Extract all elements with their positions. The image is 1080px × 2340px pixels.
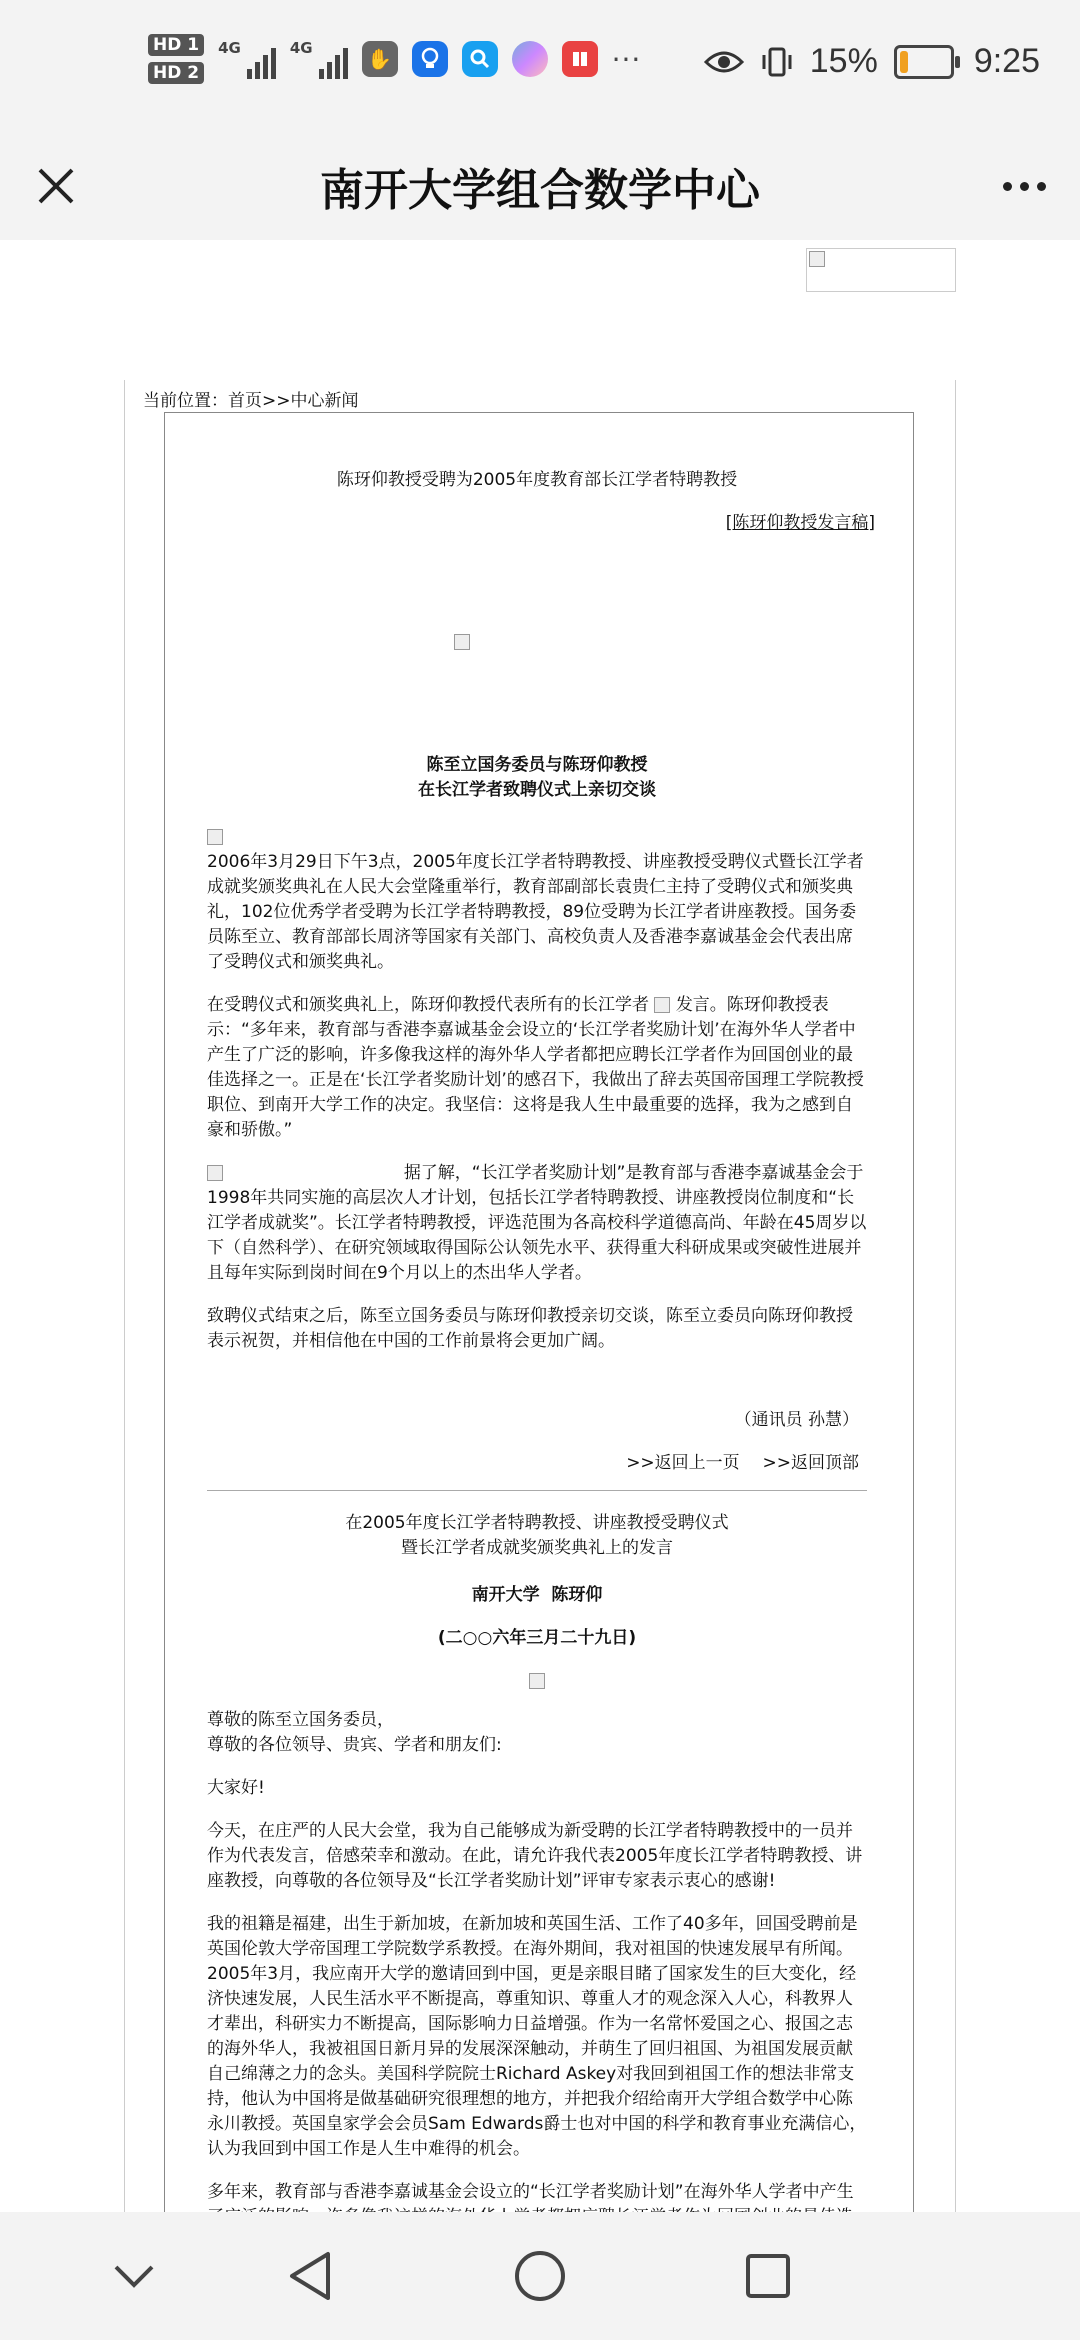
more-dot-icon <box>1020 182 1029 191</box>
speech-paragraph: 我的祖籍是福建，出生于新加坡，在新加坡和英国生活、工作了40多年，回国受聘前是英国伦敦大学帝国理工学院数学系教授。在海外期间，我对祖国的快速发展早有所闻。2005年3月，我应南开大学的邀请回到中国，更是亲眼目睹了国家发生的巨大变化，经济快速发展，人民生活水平不断提高，尊重知识、尊重人才的观念深入人心，科教界人才辈出，科研实力不断提高，国际影响力日益增强。作为一名常怀爱国之心、报国之志的海外华人，我被祖国日新月异的发展深深触动，并萌生了回归祖国、为祖国发展贡献自己绵薄之力的念头。美国科学院院士Richard Askey对我回到祖国工作的想法非常支持，他认为中国将是做基础研究很理想的地方，并把我介绍给南开大学组合数学中心陈永川教授。英国皇家学会会员Sam Edwards爵士也对中国的科学和教育事业充满信心，认为我回到中国工作是人生中难得的机会。 <box>207 1914 867 2159</box>
more-dot-icon <box>1003 182 1012 191</box>
article-paragraph: 致聘仪式结束之后，陈至立国务委员与陈玡仰教授亲切交谈，陈至立委员向陈玡仰教授表示祝贺，并相信他在中国的工作前景将会更加广阔。 <box>207 1306 853 1351</box>
sim1-label: HD 1 <box>148 34 204 56</box>
inline-image <box>207 829 223 845</box>
battery-percent: 15% <box>809 42 878 80</box>
signal-1-icon <box>218 39 276 79</box>
vibrate-icon <box>760 45 794 79</box>
network-1-label: 4G <box>218 39 241 57</box>
book-app-icon <box>562 41 598 77</box>
search-app-icon <box>462 41 498 77</box>
article-paragraph <box>207 993 867 1143</box>
paragraph-text: 据了解，“长江学者奖励计划”是教育部与香港李嘉诚基金会于1998年共同实施的高层次人才计划，包括长江学者特聘教授、讲座教授岗位制度和“长江学者成就奖”。长江学者特聘教授，评选范围为各高校科学道德高尚、年龄在45周岁以下（自然科学）、在研究领域取得国际公认领先水平、获得重大科研成果或突破性进展并且每年实际到岗时间在9个月以上的杰出华人学者。 <box>207 1163 867 1283</box>
status-left <box>148 34 641 84</box>
reporter-credit: （通讯员 孙慧） <box>734 1410 859 1430</box>
article-paragraph: 2006年3月29日下午3点，2005年度长江学者特聘教授、讲座教授受聘仪式暨长江学者成就奖颁奖典礼在人民大会堂隆重举行，教育部副部长袁贵仁主持了受聘仪式和颁奖典礼，102位优秀学者受聘为长江学者特聘教授，89位受聘为长江学者讲座教授。国务委员陈至立、教育部部长周济等国家有关部门、高校负责人及香港李嘉诚基金会代表出席了受聘仪式和颁奖典礼。 <box>207 852 864 972</box>
speech-paragraph: 多年来，教育部与香港李嘉诚基金会设立的“长江学者奖励计划”在海外华人学者中产生 <box>207 2182 854 2202</box>
paragraph-text: 发言。陈玡仰教授表示：“多年来，教育部与香港李嘉诚基金会设立的‘长江学者奖励计划’在海外华人学者中产生了广泛的影响，许多像我这样的海外华人学者都把应聘长江学者作为回国创业的最佳选择之一。正是在‘长江学者奖励计划’的感召下，我做出了辞去英国帝国理工学院教授职位、到南开大学工作的决定。我坚信：这将是我人生中最重要的选择，我为之感到自豪和骄傲。” <box>207 995 864 1140</box>
signal-2-icon <box>290 39 348 79</box>
page-title: 南开大学组合数学中心 <box>320 165 760 216</box>
bulb-icon <box>412 41 448 77</box>
web-content[interactable] <box>0 240 1080 2212</box>
recents-square-icon <box>744 2252 792 2300</box>
speech-paragraph: 今天，在庄严的人民大会堂，我为自己能够成为新受聘的长江学者特聘教授中的一员并作为代表发言，倍感荣幸和激动。在此，请允许我代表2005年度长江学者特聘教授、讲座教授，向尊敬的各位领导及“长江学者奖励计划”评审专家表示衷心的感谢! <box>207 1821 863 1891</box>
photo-image <box>454 634 470 650</box>
clock: 9:25 <box>973 42 1040 80</box>
salutation-line2: 尊敬的各位领导、贵宾、学者和朋友们: <box>207 1735 502 1755</box>
speech-title-line1: 在2005年度长江学者特聘教授、讲座教授受聘仪式 <box>345 1513 729 1533</box>
battery-fill <box>900 51 908 73</box>
photo-caption-line2: 在长江学者致聘仪式上亲切交谈 <box>418 780 656 800</box>
sim-indicators <box>148 34 204 84</box>
inline-image <box>654 997 670 1013</box>
top-link[interactable]: >>返回顶部 <box>762 1453 859 1473</box>
battery-icon <box>894 45 954 79</box>
more-options-button[interactable] <box>990 152 1058 220</box>
article-headline: 陈玡仰教授受聘为2005年度教育部长江学者特聘教授 <box>336 470 738 490</box>
network-2-label: 4G <box>289 39 313 57</box>
article-paragraph <box>207 1161 867 1286</box>
more-notifications: ··· <box>611 42 642 76</box>
status-bar <box>0 0 1080 132</box>
title-bar <box>0 132 1080 240</box>
recents-button[interactable] <box>734 2242 802 2310</box>
banner-image <box>806 248 956 292</box>
inline-image <box>207 1165 223 1181</box>
home-button[interactable] <box>506 2242 574 2310</box>
back-triangle-icon <box>286 2250 334 2302</box>
photo-caption-line1: 陈至立国务委员与陈玡仰教授 <box>426 755 648 775</box>
more-dot-icon <box>1037 182 1046 191</box>
speech-image <box>529 1673 545 1689</box>
home-circle-icon <box>513 2249 567 2303</box>
status-right <box>704 42 1040 81</box>
eye-icon <box>704 48 744 76</box>
back-button[interactable] <box>276 2242 344 2310</box>
paragraph-text: 在受聘仪式和颁奖典礼上，陈玡仰教授代表所有的长江学者 <box>207 995 649 1015</box>
sim2-label: HD 2 <box>148 62 204 84</box>
orb-app-icon <box>512 41 548 77</box>
speech-date: (二○○六年三月二十九日) <box>437 1628 637 1648</box>
chevron-down-icon <box>112 2263 156 2289</box>
navigation-bar <box>0 2212 1080 2340</box>
back-link[interactable]: >>返回上一页 <box>626 1453 740 1473</box>
speech-author: 南开大学 陈玡仰 <box>471 1585 603 1605</box>
breadcrumb: 当前位置：首页>>中心新闻 <box>143 391 359 411</box>
collapse-button[interactable] <box>100 2242 168 2310</box>
speech-title-line2: 暨长江学者成就奖颁奖典礼上的发言 <box>401 1538 673 1558</box>
greeting: 大家好! <box>207 1778 265 1798</box>
salutation-line1: 尊敬的陈至立国务委员， <box>207 1710 394 1730</box>
divider <box>207 1490 867 1491</box>
hand-icon: ✋ <box>362 41 398 77</box>
speech-link[interactable]: [陈玡仰教授发言稿] <box>725 513 875 533</box>
article <box>207 460 875 2298</box>
